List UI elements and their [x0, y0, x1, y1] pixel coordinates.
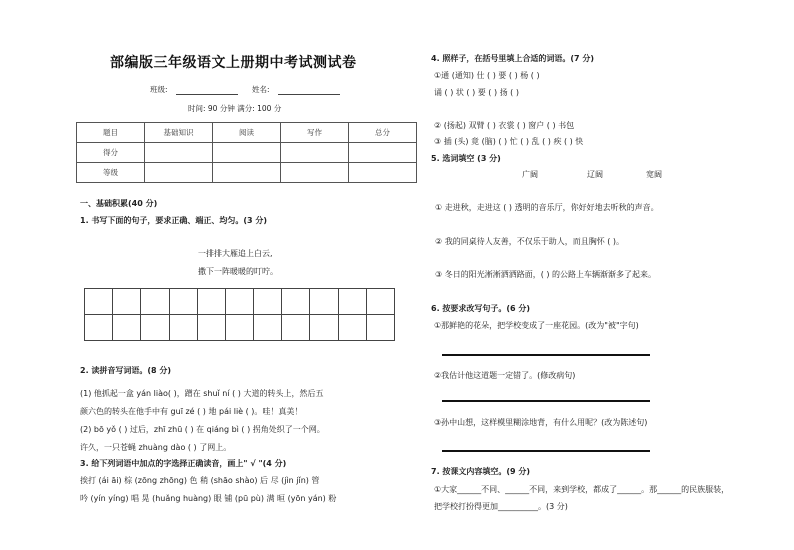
score-table-row [77, 163, 417, 183]
question-5-text: ① 走进秋，走进这 ( ) 透明的音乐厅，你好好地去听秋的声音。 [435, 203, 659, 212]
question-4-text: ①通 (通知) 仕 ( ) 要 ( ) 杨 ( ) [434, 71, 540, 80]
grid-cell[interactable] [282, 315, 310, 341]
grid-cell[interactable] [225, 315, 253, 341]
score-cell[interactable] [213, 163, 281, 183]
question-2-text: (2) bō yǒ ( ) 过后，zhī zhū ( ) 在 qiáng bì ( ) 拐角处织了一个网。 [80, 425, 325, 434]
score-row-label: 等级 [77, 163, 145, 183]
class-input-line[interactable] [176, 94, 238, 95]
question-5-text: ③ 冬日的阳光淅淅洒洒路面，( ) 的公路上车辆渐渐多了起来。 [435, 270, 657, 279]
grid-cell[interactable] [141, 289, 169, 315]
grid-cell[interactable] [169, 289, 197, 315]
answer-line[interactable] [442, 400, 650, 402]
grid-row [85, 289, 395, 315]
grid-cell[interactable] [254, 289, 282, 315]
grid-cell[interactable] [338, 289, 366, 315]
poem-line: 一排排大雁追上白云, [198, 249, 273, 258]
answer-line[interactable] [442, 450, 650, 452]
score-cell[interactable] [213, 143, 281, 163]
question-2-text: 颜六色的转头在他手中有 guī zé ( ) 地 pái liè ( )。哇！真美！ [80, 407, 303, 416]
score-header-cell: 阅读 [213, 123, 281, 143]
score-cell[interactable] [145, 143, 213, 163]
grid-cell[interactable] [225, 289, 253, 315]
question-5-text: ② 我的同桌待人友善，不仅乐于助人，而且胸怀 ( )。 [435, 237, 625, 246]
question-1: 1. 书写下面的句子，要求正确、端正、均匀。(3 分) [80, 216, 268, 225]
time-score-line: 时间: 90 分钟 满分: 100 分 [188, 104, 282, 113]
question-4-text: ③ 插 (头) 竟 (脑) ( ) 忙 ( ) 乱 ( ) 疾 ( ) 快 [434, 137, 584, 146]
grid-cell[interactable] [310, 289, 338, 315]
name-input-line[interactable] [278, 94, 340, 95]
score-cell[interactable] [281, 143, 349, 163]
class-label: 班级: [150, 85, 168, 94]
grid-cell[interactable] [113, 289, 141, 315]
grid-cell[interactable] [113, 315, 141, 341]
score-row-label: 得分 [77, 143, 145, 163]
score-table-row [77, 143, 417, 163]
word-choice: 辽阔 [587, 170, 603, 179]
question-3-text: 吟 (yín yíng) 唱 晃 (huǎng huàng) 眼 铺 (pū pù) 满 晅 (yōn yán) 粉 [80, 494, 337, 503]
score-table [76, 122, 417, 183]
question-6-text: ③孙中山想，这样模里糊涂地背，有什么用呢？(改为陈述句) [434, 418, 648, 427]
word-choice: 广阔 [522, 170, 538, 179]
grid-cell[interactable] [169, 315, 197, 341]
question-7-text: 把学校打扮得更加__________。(3 分) [434, 502, 568, 511]
question-3: 3. 给下列词语中加点的字选择正确读音，画上" √ "(4 分) [80, 459, 287, 468]
score-cell[interactable] [349, 163, 417, 183]
question-6-text: ②我估计他这道题一定错了。(修改病句) [434, 371, 576, 380]
question-3-text: 挨打 (ái āi) 棕 (zōng zhōng) 色 稍 (shāo shào) 后 尽 (jìn jǐn) 管 [80, 476, 320, 485]
grid-cell[interactable] [366, 315, 394, 341]
grid-cell[interactable] [197, 289, 225, 315]
poem-line: 撒下一阵暖暖的叮咛。 [198, 267, 278, 276]
question-7-text: ①大家______不同、______不同，来到学校，都成了______。那______的民族服装， [434, 485, 730, 494]
grid-cell[interactable] [254, 315, 282, 341]
question-4: 4. 照样子，在括号里填上合适的词语。(7 分) [431, 54, 595, 63]
writing-grid [84, 288, 395, 341]
score-header-cell: 总分 [349, 123, 417, 143]
question-7: 7. 按课文内容填空。(9 分) [431, 467, 531, 476]
score-cell[interactable] [349, 143, 417, 163]
grid-cell[interactable] [310, 315, 338, 341]
score-header-cell: 基础知识 [145, 123, 213, 143]
question-4-text: ② (扬起) 双臂 ( ) 衣裳 ( ) 窗户 ( ) 书包 [434, 121, 575, 130]
question-6-text: ①那鲜艳的花朵，把学校变成了一座花园。(改为"被"字句) [434, 321, 639, 330]
grid-cell[interactable] [282, 289, 310, 315]
question-2: 2. 读拼音写词语。(8 分) [80, 366, 172, 375]
grid-cell[interactable] [85, 315, 113, 341]
score-header-cell: 写作 [281, 123, 349, 143]
grid-cell[interactable] [85, 289, 113, 315]
question-6: 6. 按要求改写句子。(6 分) [431, 304, 531, 313]
grid-row [85, 315, 395, 341]
grid-cell[interactable] [197, 315, 225, 341]
grid-cell[interactable] [338, 315, 366, 341]
word-choice: 宽阔 [646, 170, 662, 179]
question-5: 5. 选词填空 (3 分) [431, 154, 501, 163]
section-heading: 一、基础积累(40 分) [80, 199, 158, 208]
score-cell[interactable] [281, 163, 349, 183]
score-cell[interactable] [145, 163, 213, 183]
question-2-text: 许久，一只苍蝇 zhuàng dào ( ) 了网上。 [80, 443, 232, 452]
answer-line[interactable] [442, 354, 650, 356]
question-2-text: (1) 他抓起一盒 yán liào( )，蹭在 shuǐ ní ( ) 大道的转头上，然后五 [80, 389, 324, 398]
grid-cell[interactable] [141, 315, 169, 341]
question-4-text: 诵 ( ) 状 ( ) 要 ( ) 扬 ( ) [434, 88, 519, 97]
score-header-cell: 题目 [77, 123, 145, 143]
name-label: 姓名: [252, 85, 270, 94]
page-title: 部编版三年级语文上册期中考试测试卷 [110, 55, 357, 71]
grid-cell[interactable] [366, 289, 394, 315]
score-table-header-row [77, 123, 417, 143]
